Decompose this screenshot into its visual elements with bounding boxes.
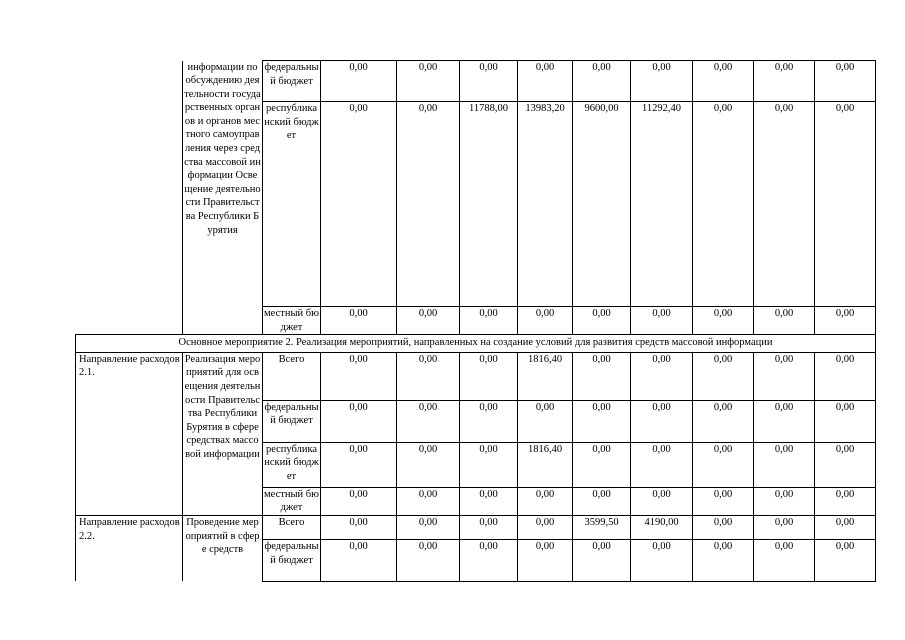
value-cell: 0,00 — [518, 539, 573, 581]
value-cell: 0,00 — [631, 352, 693, 400]
value-cell: 0,00 — [397, 539, 460, 581]
value-cell: 0,00 — [460, 539, 518, 581]
value-cell: 0,00 — [815, 515, 876, 539]
value-cell: 0,00 — [693, 515, 754, 539]
expense-direction-code: Направление расходов 2.2. — [76, 515, 183, 581]
value-cell: 0,00 — [397, 61, 460, 102]
value-cell: 0,00 — [754, 442, 815, 487]
value-cell: 0,00 — [693, 487, 754, 515]
value-cell: 0,00 — [631, 61, 693, 102]
value-cell: 0,00 — [321, 515, 397, 539]
value-cell: 3599,50 — [573, 515, 631, 539]
value-cell: 0,00 — [460, 352, 518, 400]
value-cell: 0,00 — [815, 487, 876, 515]
value-cell: 0,00 — [693, 102, 754, 307]
value-cell: 0,00 — [321, 352, 397, 400]
value-cell: 0,00 — [518, 61, 573, 102]
section-header: Основное мероприятие 2. Реализация мероприятий, направленных на создание условий для развития средств массовой информации — [76, 335, 876, 353]
value-cell: 0,00 — [518, 515, 573, 539]
funding-source-cell: республиканский бюджет — [263, 442, 321, 487]
value-cell: 0,00 — [518, 487, 573, 515]
value-cell: 0,00 — [815, 61, 876, 102]
value-cell: 0,00 — [321, 102, 397, 307]
value-cell: 0,00 — [631, 487, 693, 515]
value-cell: 0,00 — [631, 539, 693, 581]
table-row — [76, 515, 876, 539]
value-cell: 0,00 — [815, 352, 876, 400]
value-cell: 0,00 — [693, 400, 754, 442]
value-cell: 0,00 — [693, 539, 754, 581]
value-cell: 0,00 — [321, 487, 397, 515]
value-cell: 0,00 — [693, 61, 754, 102]
value-cell: 0,00 — [397, 487, 460, 515]
value-cell: 0,00 — [754, 102, 815, 307]
funding-source-cell: Всего — [263, 515, 321, 539]
value-cell: 0,00 — [460, 515, 518, 539]
value-cell: 1816,40 — [518, 352, 573, 400]
value-cell: 0,00 — [397, 442, 460, 487]
activity-description-cell: информации по обсуждению деятельности государственных органов и органов местного самоуправления через средства массовой информации Освещение деятельности Правительства Республики Бурятия — [183, 61, 263, 335]
value-cell: 0,00 — [460, 307, 518, 335]
value-cell: 0,00 — [518, 307, 573, 335]
value-cell: 0,00 — [397, 307, 460, 335]
value-cell: 0,00 — [754, 515, 815, 539]
value-cell: 0,00 — [397, 102, 460, 307]
value-cell: 1816,40 — [518, 442, 573, 487]
value-cell: 0,00 — [321, 539, 397, 581]
table-row — [76, 61, 876, 102]
value-cell: 0,00 — [573, 307, 631, 335]
value-cell: 11292,40 — [631, 102, 693, 307]
value-cell: 0,00 — [815, 400, 876, 442]
value-cell: 0,00 — [321, 307, 397, 335]
funding-source-cell: Всего — [263, 352, 321, 400]
value-cell: 11788,00 — [460, 102, 518, 307]
value-cell: 0,00 — [754, 352, 815, 400]
value-cell: 0,00 — [573, 61, 631, 102]
value-cell: 0,00 — [518, 400, 573, 442]
value-cell: 0,00 — [754, 307, 815, 335]
value-cell: 0,00 — [815, 442, 876, 487]
funding-source-cell: местный бюджет — [263, 487, 321, 515]
activity-description-cell: Реализация мероприятий для освещения деятельности Правительства Республики Бурятия в сфере средствах массовой информации — [183, 352, 263, 515]
value-cell: 0,00 — [815, 307, 876, 335]
value-cell: 0,00 — [397, 400, 460, 442]
budget-table — [75, 60, 876, 582]
funding-source-cell: федеральный бюджет — [263, 61, 321, 102]
value-cell: 4190,00 — [631, 515, 693, 539]
value-cell: 0,00 — [631, 442, 693, 487]
value-cell: 0,00 — [693, 352, 754, 400]
funding-source-cell: местный бюджет — [263, 307, 321, 335]
value-cell: 0,00 — [321, 442, 397, 487]
value-cell: 0,00 — [754, 487, 815, 515]
section-header-row — [76, 335, 876, 353]
value-cell: 0,00 — [631, 400, 693, 442]
value-cell: 0,00 — [460, 400, 518, 442]
value-cell: 9600,00 — [573, 102, 631, 307]
value-cell: 0,00 — [754, 539, 815, 581]
activity-description-cell: Проведение мероприятий в сфере средств — [183, 515, 263, 581]
expense-direction-code: Направление расходов 2.1. — [76, 352, 183, 515]
value-cell: 0,00 — [631, 307, 693, 335]
value-cell: 0,00 — [460, 442, 518, 487]
funding-source-cell: федеральный бюджет — [263, 400, 321, 442]
value-cell: 0,00 — [460, 487, 518, 515]
row-code-cell — [76, 61, 183, 335]
value-cell: 0,00 — [693, 307, 754, 335]
table-row — [76, 352, 876, 400]
value-cell: 0,00 — [397, 515, 460, 539]
value-cell: 0,00 — [815, 539, 876, 581]
value-cell: 0,00 — [573, 352, 631, 400]
funding-source-cell: республиканский бюджет — [263, 102, 321, 307]
value-cell: 0,00 — [573, 442, 631, 487]
value-cell: 0,00 — [460, 61, 518, 102]
value-cell: 0,00 — [754, 400, 815, 442]
funding-source-cell: федеральный бюджет — [263, 539, 321, 581]
value-cell: 13983,20 — [518, 102, 573, 307]
value-cell: 0,00 — [754, 61, 815, 102]
value-cell: 0,00 — [321, 400, 397, 442]
value-cell: 0,00 — [693, 442, 754, 487]
value-cell: 0,00 — [397, 352, 460, 400]
value-cell: 0,00 — [573, 400, 631, 442]
value-cell: 0,00 — [573, 539, 631, 581]
value-cell: 0,00 — [321, 61, 397, 102]
value-cell: 0,00 — [815, 102, 876, 307]
value-cell: 0,00 — [573, 487, 631, 515]
budget-document — [75, 60, 876, 582]
